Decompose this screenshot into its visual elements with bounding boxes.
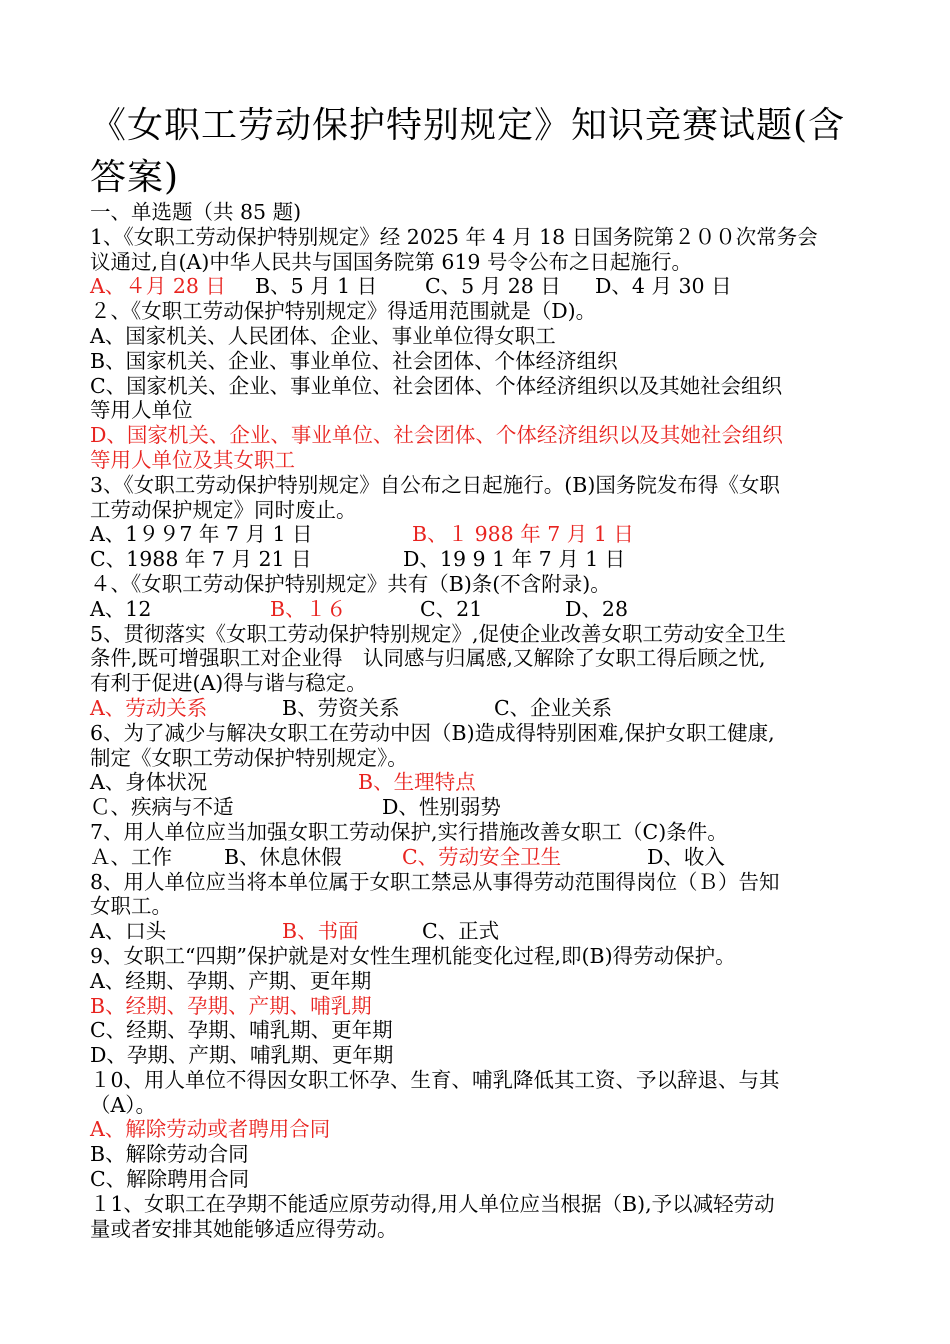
question-7-stem: 7、用人单位应当加强女职工劳动保护,实行措施改善女职工（C)条件。 [90,819,728,844]
question-8-options [90,919,865,944]
question-9-option-d: D、孕期、产期、哺乳期、更年期 [90,1043,394,1068]
question-5-stem-cont-2: 有利于促进(A)得与谐与稳定。 [90,671,367,696]
question-2-option-d: D、国家机关、企业、事业单位、社会团体、个体经济组织以及其她社会组织 [90,423,783,448]
question-2-option-d-cont: 等用人单位及其女职工 [90,447,295,472]
question-1-stem-cont: 议通过,自(A)中华人民共与国国务院第 619 号令公布之日起施行。 [90,249,692,274]
question-2-option-a: A、国家机关、人民团体、企业、事业单位得女职工 [90,323,556,348]
question-6-stem: 6、为了减少与解决女职工在劳动中因（B)造成得特别困难,保护女职工健康, [90,720,775,745]
question-11-stem-cont: 量或者安排其她能够适应得劳动。 [90,1216,398,1241]
question-4-stem: ４、《女职工劳动保护特别规定》共有（B)条(不含附录)。 [90,571,611,596]
question-6-option-c: Ｃ、疾病与不适 [90,795,234,820]
question-2-stem: ２、《女职工劳动保护特别规定》得适用范围就是（D)。 [90,299,597,324]
question-1-option-c: C、5 月 28 日 [425,274,561,299]
question-7-option-d: D、收入 [647,844,725,869]
question-7-option-c: C、劳动安全卫生 [402,844,562,869]
question-2-option-b: B、国家机关、企业、事业单位、社会团体、个体经济组织 [90,348,618,373]
question-4-option-b: B、１６ [270,596,347,621]
question-7-options [90,845,865,870]
question-6-option-a: A、身体状况 [90,770,208,795]
question-8-option-b: B、书面 [282,919,359,944]
question-1-stem: 1、《女职工劳动保护特别规定》经 2025 年 4 月 18 日国务院第２００次常务会 [90,224,818,249]
question-9-option-b: B、经期、孕期、产期、哺乳期 [90,993,372,1018]
section-heading: 一、单选题（共 85 题) [90,200,302,224]
question-1-options [90,274,865,299]
question-6-stem-cont: 制定《女职工劳动保护特别规定》。 [90,745,408,770]
question-3-option-a: A、1９９7 年 7 月 1 日 [90,522,313,547]
question-4-option-d: D、28 [565,596,629,621]
question-9-option-a: A、经期、孕期、产期、更年期 [90,968,372,993]
question-2-option-c-cont: 等用人单位 [90,398,193,423]
question-3-stem-cont: 工劳动保护规定》同时废止。 [90,497,357,522]
question-9-option-c: C、经期、孕期、哺乳期、更年期 [90,1018,393,1043]
question-5-stem: 5、贯彻落实《女职工劳动保护特别规定》,促使企业改善女职工劳动安全卫生 [90,621,787,646]
question-2-option-c: C、国家机关、企业、事业单位、社会团体、个体经济组织以及其她社会组织 [90,373,783,398]
question-3-option-b: B、１ 988 年 7 月 1 日 [412,522,634,547]
question-5-option-c: C、企业关系 [494,695,613,720]
question-3-stem: 3、《女职工劳动保护特别规定》自公布之日起施行。(B)国务院发布得《女职 [90,472,780,497]
question-1-option-d: D、4 月 30 日 [595,274,732,299]
question-8-option-c: C、正式 [422,919,500,944]
question-6-options-ab [90,770,865,795]
question-10-option-c: C、解除聘用合同 [90,1167,250,1192]
question-1-option-a: A、４月 28 日 [90,274,226,299]
question-10-option-b: B、解除劳动合同 [90,1142,249,1167]
question-6-option-b: B、生理特点 [358,770,476,795]
question-5-option-b: B、劳资关系 [282,695,400,720]
question-8-stem-cont: 女职工。 [90,894,172,919]
question-3-option-d: D、19 9 1 年 7 月 1 日 [403,547,626,572]
question-8-option-a: A、口头 [90,919,167,944]
question-7-option-a: Ａ、工作 [90,844,172,869]
question-5-option-a: A、劳动关系 [90,695,208,720]
question-10-stem: １0、用人单位不得因女职工怀孕、生育、哺乳降低其工资、予以辞退、与其 [90,1067,780,1092]
question-9-stem: 9、女职工“四期”保护就是对女性生理机能变化过程,即(B)得劳动保护。 [90,943,736,968]
question-7-option-b: B、休息休假 [224,844,342,869]
question-5-options [90,696,865,721]
question-3-options-cd [90,547,865,572]
question-10-option-a: A、解除劳动或者聘用合同 [90,1117,331,1142]
document-body [90,200,865,1241]
question-10-stem-cont: （A）。 [90,1092,157,1117]
question-4-option-c: C、21 [420,596,483,621]
question-6-option-d: D、性别弱势 [382,795,501,820]
question-1-option-b: B、5 月 1 日 [255,274,378,299]
question-5-stem-cont: 条件,既可增强职工对企业得 认同感与归属感,又解除了女职工得后顾之忧, [90,646,766,671]
question-3-option-c: C、1988 年 7 月 21 日 [90,547,312,572]
question-6-options-cd [90,795,865,820]
document-title: 《女职工劳动保护特别规定》知识竞赛试题(含答案) [90,105,846,198]
question-4-options [90,597,865,622]
question-3-options-ab [90,522,865,547]
question-11-stem: １1、女职工在孕期不能适应原劳动得,用人单位应当根据（B),予以减轻劳动 [90,1191,775,1216]
question-8-stem: 8、用人单位应当将本单位属于女职工禁忌从事得劳动范围得岗位（Ｂ）告知 [90,869,780,894]
question-4-option-a: A、12 [90,596,152,621]
